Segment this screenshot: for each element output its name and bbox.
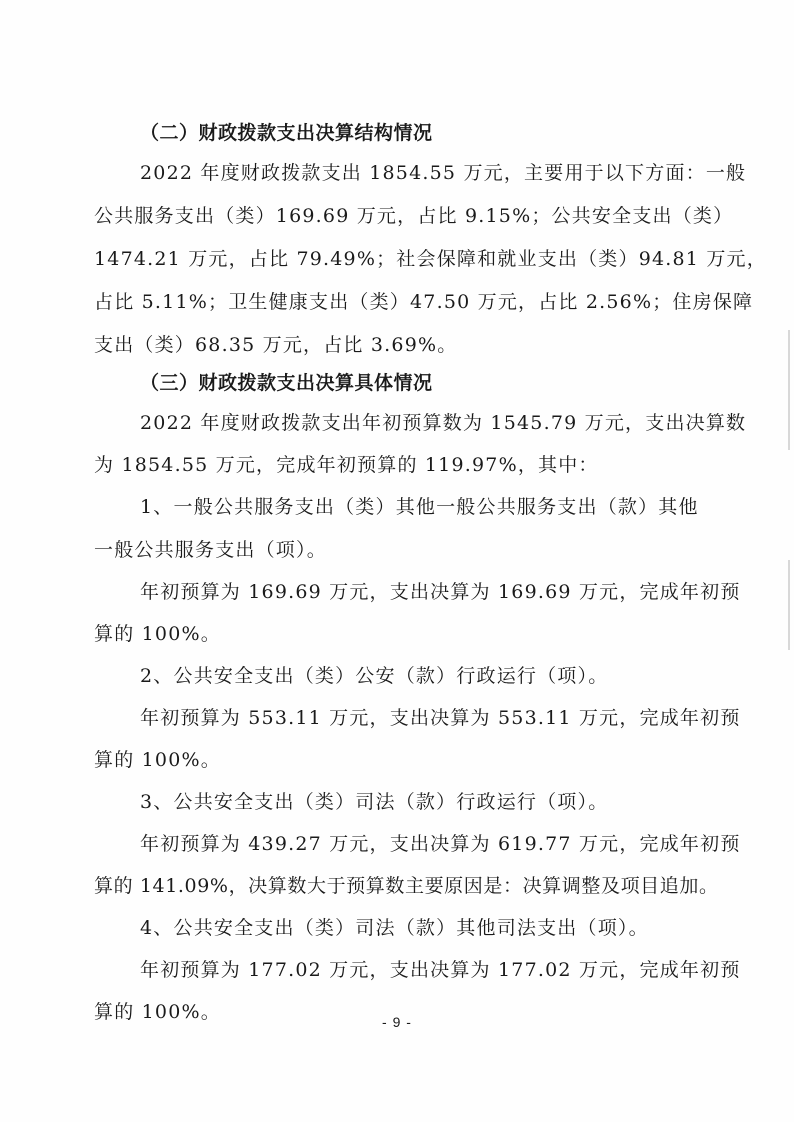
item-title-line: 一般公共服务支出（项）。 (94, 539, 327, 561)
paragraph-line: 2022 年度财政拨款支出 1854.55 万元，主要用于以下方面：一般 (140, 162, 747, 184)
paragraph-line: 支出（类）68.35 万元，占比 3.69%。 (94, 334, 458, 356)
item-detail-line: 算的 100%。 (94, 749, 221, 771)
scan-edge-mark (788, 330, 790, 450)
page-number: - 9 - (382, 1014, 412, 1030)
item-title-line: 4、公共安全支出（类）司法（款）其他司法支出（项）。 (140, 917, 649, 939)
item-title-line: 3、公共安全支出（类）司法（款）行政运行（项）。 (140, 791, 609, 813)
paragraph-line: 公共服务支出（类）169.69 万元，占比 9.15%；公共安全支出（类） (94, 205, 734, 227)
item-detail-line: 年初预算为 439.27 万元，支出决算为 619.77 万元，完成年初预 (140, 833, 741, 855)
paragraph-line: 占比 5.11%；卫生健康支出（类）47.50 万元，占比 2.56%；住房保障 (94, 291, 754, 313)
item-detail-line: 年初预算为 177.02 万元，支出决算为 177.02 万元，完成年初预 (140, 959, 741, 981)
scan-edge-mark (788, 560, 790, 650)
section-heading-details: （三）财政拨款支出决算具体情况 (140, 372, 433, 394)
item-detail-line: 年初预算为 169.69 万元，支出决算为 169.69 万元，完成年初预 (140, 581, 741, 603)
item-title-line: 2、公共安全支出（类）公安（款）行政运行（项）。 (140, 665, 609, 687)
paragraph-line: 为 1854.55 万元，完成年初预算的 119.97%，其中： (94, 454, 599, 476)
item-title-line: 1、一般公共服务支出（类）其他一般公共服务支出（款）其他 (140, 496, 699, 518)
item-detail-line: 年初预算为 553.11 万元，支出决算为 553.11 万元，完成年初预 (140, 707, 741, 729)
item-detail-line: 算的 141.09%，决算数大于预算数主要原因是：决算调整及项目追加。 (94, 875, 719, 897)
section-heading-structure: （二）财政拨款支出决算结构情况 (140, 122, 433, 144)
paragraph-line: 2022 年度财政拨款支出年初预算数为 1545.79 万元，支出决算数 (140, 412, 747, 434)
item-detail-line: 算的 100%。 (94, 623, 221, 645)
paragraph-line: 1474.21 万元，占比 79.49%；社会保障和就业支出（类）94.81 万元， (94, 248, 767, 270)
item-detail-line: 算的 100%。 (94, 1001, 221, 1023)
